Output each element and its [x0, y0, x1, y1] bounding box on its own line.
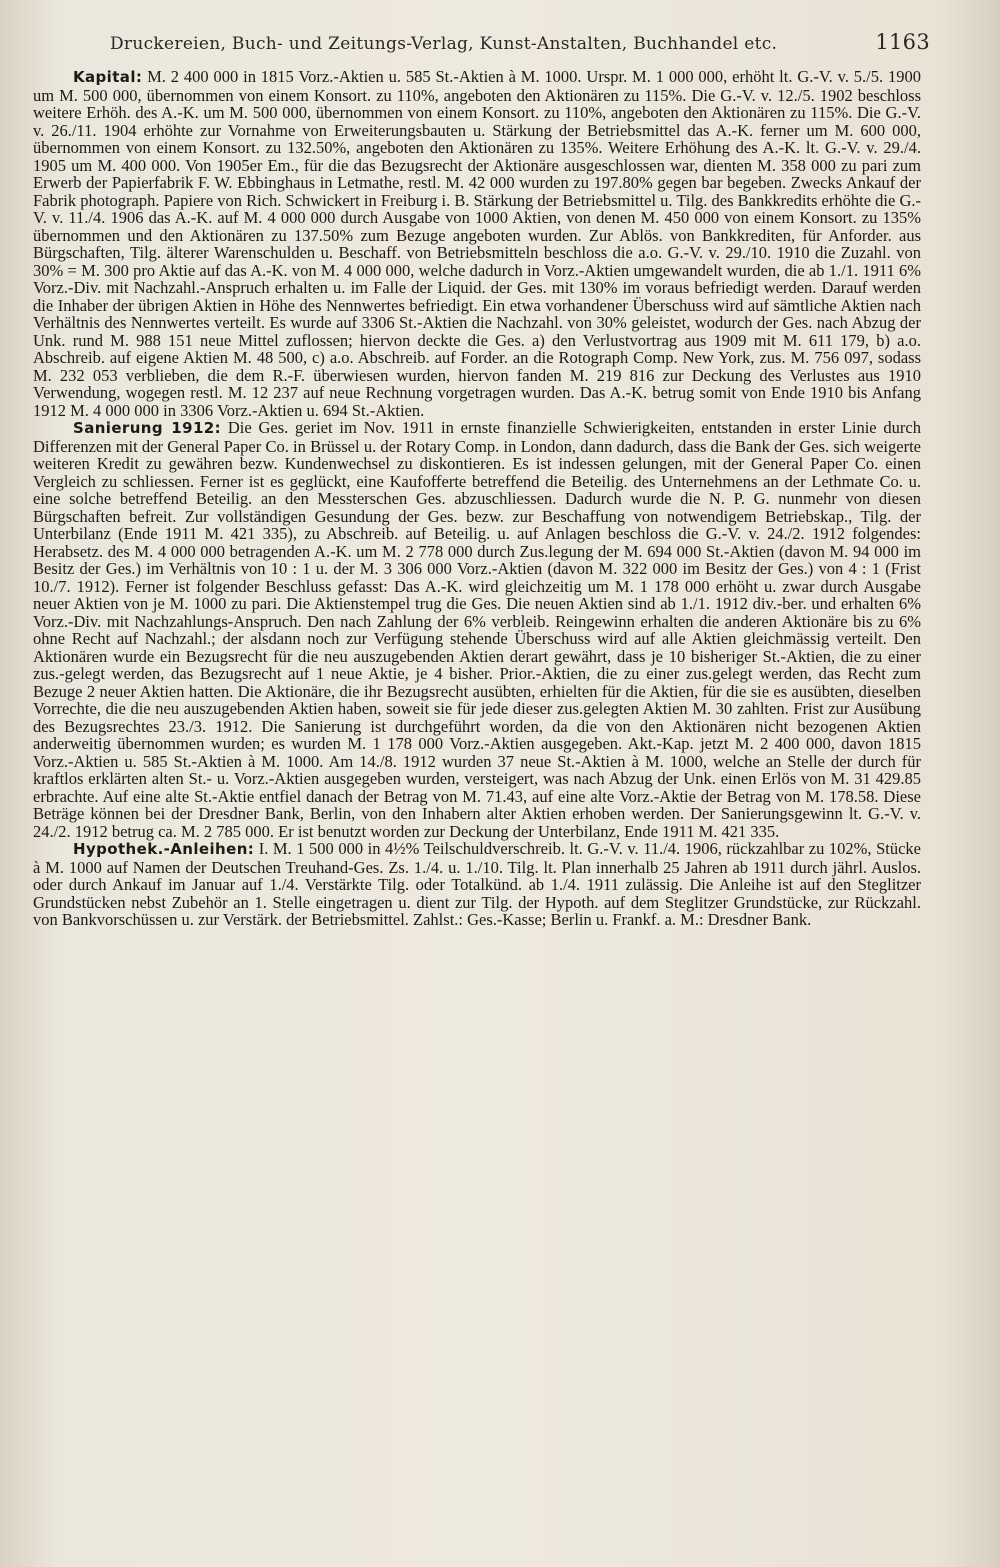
section-text: I. M. 1 500 000 in 4½% Teilschuldverschreib. lt. G.-V. v. 11./4. 1906, rückzahlbar zu 102%, Stücke à M. 1000 auf Namen der Deutschen Treuhand-Ges. Zs. 1./4. u. 1./10. Tilg. lt. Plan innerhalb 25 Jahren ab 1911 durch jährl. Auslos. oder durch Ankauf im Januar auf 1./4. Verstärkte Tilg. oder Totalkünd. ab 1./4. 1911 zulässig. Die Anleihe ist auf den Steglitzer Grundstücken nebst Zubehör an 1. Stelle eingetragen u. dient zur Tilg. der Hypoth. auf dem Steglitzer Grundstücke, zur Rückzahl. von Bankvorschüssen u. zur Verstärk. der Betriebsmittel. Zahlst.: Ges.-Kasse; Berlin u. Frankf. a. M.: Dresdner Bank.: [33, 839, 921, 929]
page-number: 1163: [875, 30, 930, 54]
section-lead: Hypothek.-Anleihen:: [73, 840, 255, 858]
running-head-title: Druckereien, Buch- und Zeitungs-Verlag, Kunst-Anstalten, Buchhandel etc.: [110, 34, 778, 54]
body-text: [33, 68, 921, 929]
section-lead: Sanierung 1912:: [73, 419, 222, 437]
section-text: Die Ges. geriet im Nov. 1911 in ernste finanzielle Schwierigkeiten, entstanden in erster Linie durch Differenzen mit der General Paper Co. in Brüssel u. der Rotary Comp. in London, dann dadurch, dass die Bank der Ges. sich weigerte weiteren Kredit zu gewähren bezw. Kundenwechsel zu diskontieren. Es ist indessen gelungen, mit der General Paper Co. einen Vergleich zu schliessen. Ferner ist es geglückt, eine Kaufofferte betreffend die Beteilig. des Unternehmens an der Lethmate Co. u. eine solche betreffend Beteilig. an den Messterschen Ges. abzuschliessen. Dadurch wurde die N. P. G. nunmehr von diesen Bürgschaften befreit. Zur vollständigen Gesundung der Ges. bezw. zur Beschaffung von notwendigem Betriebskap., Tilg. der Unterbilanz (Ende 1911 M. 421 335), zu Abschreib. auf Beteilig. u. auf Anlagen beschloss die G.-V. v. 24./2. 1912 folgendes: Herabsetz. des M. 4 000 000 betragenden A.-K. um M. 2 778 000 durch Zus.legung der M. 694 000 St.-Aktien (davon M. 94 000 im Besitz der Ges.) im Verhältnis von 10 : 1 u. der M. 3 306 000 Vorz.-Aktien (davon M. 322 000 im Besitz der Ges.) von 4 : 1 (Frist 10./7. 1912). Ferner ist folgender Beschluss gefasst: Das A.-K. wird gleichzeitig um M. 1 178 000 erhöht u. zwar durch Ausgabe neuer Aktien von je M. 1000 zu pari. Die Aktienstempel trug die Ges. Die neuen Aktien sind ab 1./1. 1912 div.-ber. und erhalten 6% Vorz.-Div. mit Nachzahlungs-Anspruch. Den nach Zahlung der 6% verbleib. Reingewinn erhalten die anderen Aktionäre bis zu 6% ohne Recht auf Nachzahl.; der alsdann noch zur Verfügung stehende Überschuss wird auf alle Aktien gleichmässig verteilt. Den Aktionären wurde ein Bezugsrecht für die neu auszugebenden Aktien derart gewährt, dass je 10 bisheriger St.-Aktien, die zu einer zus.-gelegt werden, das Bezugsrecht auf 1 neue Aktie, je 4 bisher. Prior.-Aktien, die zu einer zus.gelegt werden, das Recht zum Bezuge 2 neuer Aktien hatten. Die Aktionäre, die ihr Bezugsrecht ausübten, erhielten für die Aktien, für die sie es ausübten, dieselben Vorrechte, die die neu auszugebenden Aktien haben, soweit sie für jede dieser zus.gelegten Aktien M. 30 zahlten. Frist zur Ausübung des Bezugsrechtes 23./3. 1912. Die Sanierung ist durchgeführt worden, da die von den Aktionären nicht bezogenen Aktien anderweitig übernommen wurden; es wurden M. 1 178 000 Vorz.-Aktien ausgegeben. Akt.-Kap. jetzt M. 2 400 000, davon 1815 Vorz.-Aktien u. 585 St.-Aktien à M. 1000. Am 14./8. 1912 wurden 37 neue St.-Aktien à M. 1000, welche an Stelle der durch für kraftlos erklärten alten St.- u. Vorz.-Aktien ausgegeben wurden, versteigert, was nach Abzug der Unk. einen Erlös von M. 31 429.85 erbrachte. Auf eine alte St.-Aktie entfiel danach der Betrag von M. 71.43, auf eine alte Vorz.-Aktie der Betrag von M. 178.58. Diese Beträge können bei der Dresdner Bank, Berlin, von den Inhabern alter Aktien erhoben werden. Der Sanierungsgewinn lt. G.-V. v. 24./2. 1912 betrug ca. M. 2 785 000. Er ist benutzt worden zur Deckung der Unterbilanz, Ende 1911 M. 421 335.: [33, 418, 921, 841]
section-hypothek-anleihen: [33, 840, 921, 929]
running-head: [110, 28, 930, 62]
section-lead: Kapital:: [73, 68, 143, 86]
section-text: M. 2 400 000 in 1815 Vorz.-Aktien u. 585 St.-Aktien à M. 1000. Urspr. M. 1 000 000, erhöht lt. G.-V. v. 5./5. 1900 um M. 500 000, übernommen von einem Konsort. zu 110%, angeboten den Aktionären zu 115%. Die G.-V. v. 12./5. 1902 beschloss weitere Erhöh. des A.-K. um M. 500 000, übernommen von einem Konsort. zu 110%, angeboten den Aktionären zu 115%. Die G.-V. v. 26./11. 1904 erhöhte zur Vornahme von Erweiterungsbauten u. Stärkung der Betriebsmittel das A.-K. ferner um M. 600 000, übernommen von einem Konsort. zu 132.50%, angeboten den Aktionären zu 135%. Weitere Erhöhung des A.-K. lt. G.-V. v. 29./4. 1905 um M. 400 000. Von 1905er Em., für die das Bezugsrecht der Aktionäre ausgeschlossen war, dienten M. 358 000 zu pari zum Erwerb der Papierfabrik F. W. Ebbinghaus in Letmathe, restl. M. 42 000 wurden zu 197.80% gegen bar begeben. Zwecks Ankauf der Fabrik photograph. Papiere von Rich. Schwickert in Freiburg i. B. Stärkung der Betriebsmittel u. Tilg. des Bankkredits erhöhte die G.-V. v. 11./4. 1906 das A.-K. auf M. 4 000 000 durch Ausgabe von 1000 Aktien, von denen M. 450 000 von einem Konsort. zu 135% übernommen und den Aktionären zu 137.50% zum Bezuge angeboten wurden. Zur Ablös. von Bankkrediten, für Anforder. aus Bürgschaften, Tilg. älterer Warenschulden u. Beschaff. von Betriebsmitteln beschloss die a.o. G.-V. v. 29./10. 1910 die Zuzahl. von 30% = M. 300 pro Aktie auf das A.-K. von M. 4 000 000, welche dadurch in Vorz.-Aktien umgewandelt wurden, die ab 1./1. 1911 6% Vorz.-Div. mit Nachzahl.-Anspruch erhalten u. im Falle der Liquid. der Ges. mit 130% im voraus befriedigt werden. Darauf werden die Inhaber der übrigen Aktien in Höhe des Nennwertes befriedigt. Ein etwa vorhandener Überschuss wird auf sämtliche Aktien nach Verhältnis des Nennwertes verteilt. Es wurde auf 3306 St.-Aktien die Nachzahl. von 30% geleistet, wodurch der Ges. nach Abzug der Unk. rund M. 988 151 neue Mittel zuflossen; hiervon deckte die Ges. a) den Verlustvortrag aus 1909 mit M. 611 179, b) a.o. Abschreib. auf eigene Aktien M. 48 500, c) a.o. Abschreib. auf Forder. an die Rotograph Comp. New York, zus. M. 756 097, sodass M. 232 053 verblieben, die dem R.-F. überwiesen wurden, hiervon fanden M. 219 816 zur Deckung des Verlustes aus 1910 Verwendung, wogegen restl. M. 12 237 auf neue Rechnung vorgetragen wurden. Das A.-K. betrug somit von Ende 1910 bis Anfang 1912 M. 4 000 000 in 3306 Vorz.-Aktien u. 694 St.-Aktien.: [33, 67, 921, 420]
section-sanierung: [33, 419, 921, 840]
section-kapital: [33, 68, 921, 419]
